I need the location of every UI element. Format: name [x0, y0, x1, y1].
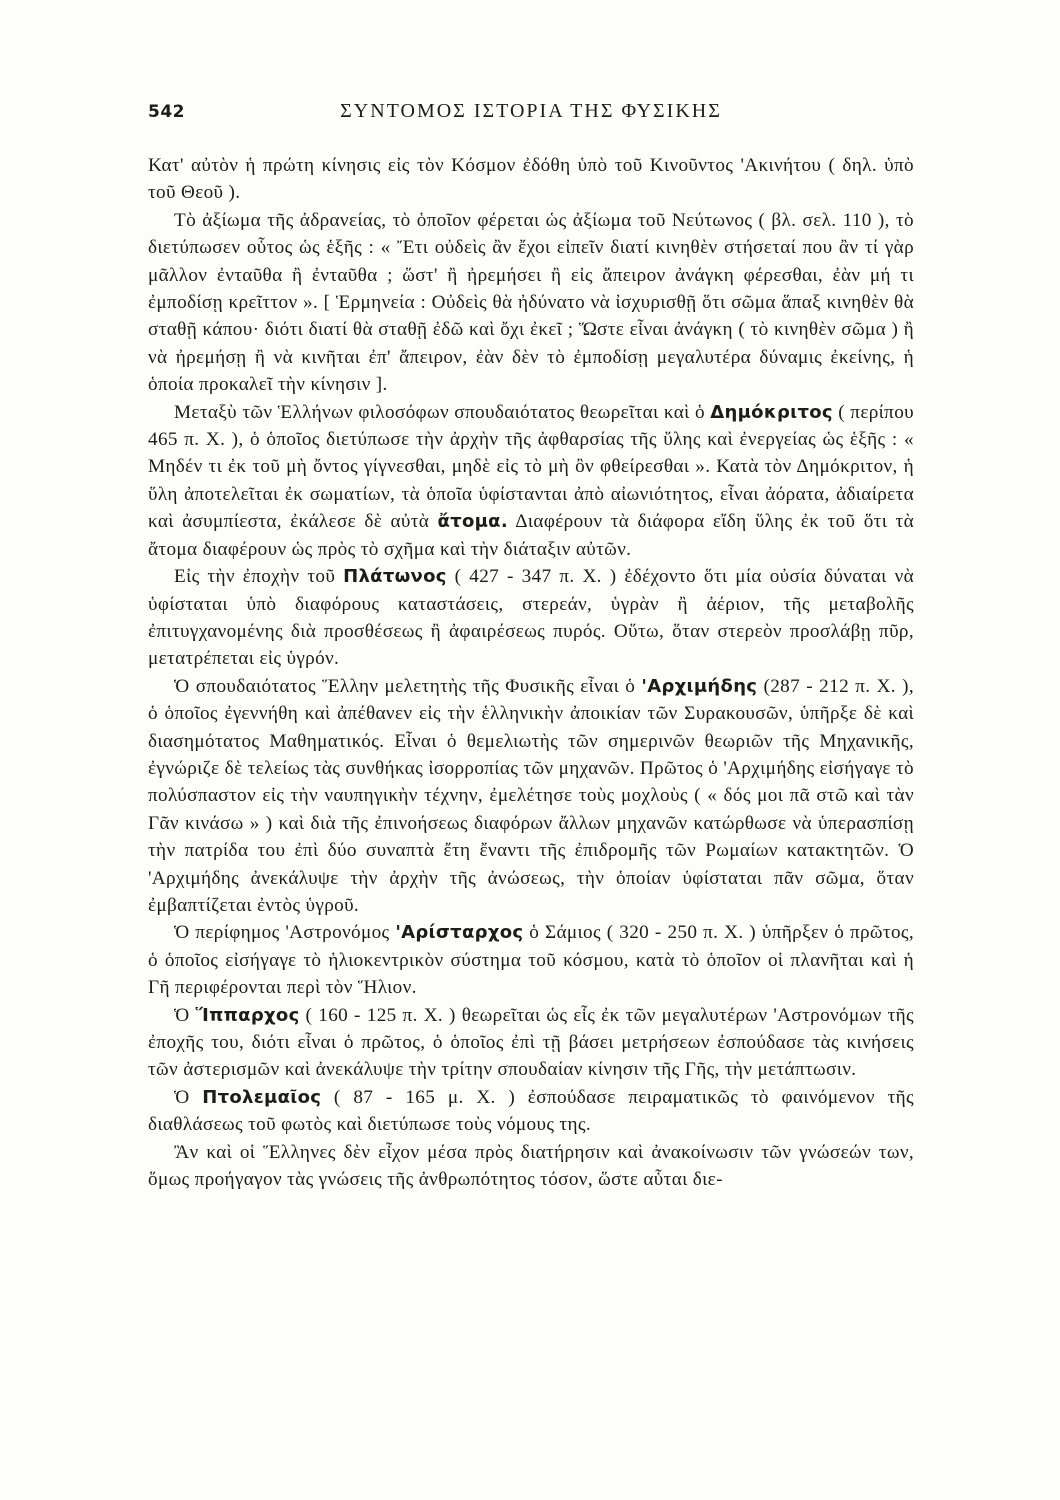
paragraph-5	[148, 673, 914, 920]
text-run: Ὁ	[174, 1086, 203, 1108]
text-run: ( 160 - 125 π. Χ. ) θεωρεῖται ὡς εἷς ἐκ τῶν μεγαλυτέρων 'Αστρονόμων τῆς ἐποχῆς του, διότι εἶναι ὁ πρῶτος, ὁ ὁποῖος ἐπὶ τῇ βάσει μετρήσεων ἐσπούδασε τὰς κινήσεις τῶν ἀστερισμῶν καὶ ἀνεκάλυψε τὴν τρίτην σπουδαίαν κίνησιν τῆς Γῆς, τὴν μετάπτωσιν.	[148, 1004, 914, 1081]
text-run: Ἂν καὶ οἱ Ἕλληνες δὲν εἶχον μέσα πρὸς διατήρησιν καὶ ἀνακοίνωσιν τῶν γνώσεών των, ὅμως προήγαγον τὰς γνώσεις τῆς ἀνθρωπότητος τόσον, ὥστε αὗται διε-	[148, 1141, 914, 1191]
bold-term: Πτολεμαῖος	[202, 1086, 322, 1108]
text-run: Τὸ ἀξίωμα τῆς ἀδρανείας, τὸ ὁποῖον φέρεται ὡς ἀξίωμα τοῦ Νεύτωνος ( βλ. σελ. 110 ), τὸ διετύπωσεν οὗτος ὡς ἑξῆς : « Ἔτι οὐδεὶς ἂν ἔχοι εἰπεῖν διατί κινηθὲν στήσεταί που ἂν τί γὰρ μᾶλλον ἐνταῦθα ἢ ἐνταῦθα ; ὥστ' ἢ ἠρεμήσει ἢ εἰς ἄπειρον ἀνάγκη φέρεσθαι, ἐὰν μή τι ἐμποδίσῃ κρεῖττον ». [ Ἑρμηνεία : Οὐδεὶς θὰ ἠδύνατο νὰ ἰσχυρισθῇ ὅτι σῶμα ἅπαξ κινηθὲν θὰ σταθῇ κάπου· διότι διατί θὰ σταθῇ ἐδῶ καὶ ὄχι ἐκεῖ ; Ὥστε εἶναι ἀνάγκη ( τὸ κινηθὲν σῶμα ) ἢ νὰ ἠρεμήσῃ ἢ νὰ κινῆται ἐπ' ἄπειρον, ἐὰν δὲν τὸ ἐμποδίσῃ μεγαλυτέρα δύναμις ἐκείνης, ἡ ὁποία προκαλεῖ τὴν κίνησιν ].	[148, 209, 914, 396]
text-run: (287 - 212 π. Χ. ), ὁ ὁποῖος ἐγεννήθη καὶ ἀπέθανεν εἰς τὴν ἑλληνικὴν ἀποικίαν τῶν Συρακουσῶν, ὑπῆρξε δὲ καὶ διασημότατος Μαθηματικός. Εἶναι ὁ θεμελιωτὴς τῶν σημερινῶν θεωριῶν τῆς Μηχανικῆς, ἐγνώριζε δὲ τελείως τὰς συνθήκας ἰσορροπίας τῶν μηχανῶν. Πρῶτος ὁ 'Αρχιμήδης εἰσήγαγε τὸ πολύσπαστον εἰς τὴν ναυπηγικὴν τέχνην, ἐμελέτησε τοὺς μοχλοὺς ( « δός μοι πᾶ στῶ καὶ τὰν Γᾶν κινάσω » ) καὶ διὰ τῆς ἐπινοήσεως διαφόρων ἄλλων μηχανῶν κατώρθωσε νὰ ὑπερασπίσῃ τὴν πατρίδα του ἐπὶ δύο συναπτὰ ἔτη ἔναντι τῆς ἐπιδρομῆς τῶν Ρωμαίων κατακτητῶν. Ὁ 'Αρχιμήδης ἀνεκάλυψε τὴν ἀρχὴν τῆς ἀνώσεως, τὴν ὁποίαν ὑφίσταται πᾶν σῶμα, ὅταν ἐμβαπτίζεται ἐντὸς ὑγροῦ.	[148, 675, 915, 916]
text-run: ( 427 - 347 π. Χ. ) ἐδέχοντο ὅτι μία οὐσία δύναται νὰ ὑφίσταται ὑπὸ διαφόρους καταστάσεις, στερεάν, ὑγρὰν ἢ ἀέριον, τῆς μεταβολῆς ἐπιτυγχανομένης διὰ προσθέσεως ἢ ἀφαιρέσεως πυρός. Οὕτω, ὅταν στερεὸν προσλάβῃ πῦρ, μετατρέπεται εἰς ὑγρόν.	[148, 566, 914, 670]
bold-term: 'Αρίσταρχος	[395, 922, 524, 944]
bold-term: 'Αρχιμήδης	[641, 675, 758, 697]
text-run: Κατ' αὐτὸν ἡ πρώτη κίνησις εἰς τὸν Κόσμον ἐδόθη ὑπὸ τοῦ Κινοῦντος 'Ακινήτου ( δηλ. ὑπὸ τοῦ Θεοῦ ).	[148, 155, 914, 204]
page-header	[148, 100, 914, 130]
text-run: ὁ Σάμιος ( 320 - 250 π. Χ. ) ὑπῆρξεν ὁ πρῶτος, ὁ ὁποῖος εἰσήγαγε τὸ ἡλιοκεντρικὸν σύστημα τοῦ κόσμου, κατὰ τὸ ὁποῖον οἱ πλανῆται καὶ ἡ Γῆ περιφέρονται περὶ τὸν Ἥλιον.	[148, 922, 914, 999]
paragraph-4	[148, 563, 914, 673]
paragraph-8	[148, 1084, 914, 1139]
text-run: Μεταξὺ τῶν Ἑλλήνων φιλοσόφων σπουδαιότατος θεωρεῖται καὶ ὁ	[174, 401, 711, 423]
text-run: Ὁ	[174, 1004, 196, 1026]
running-title: ΣΥΝΤΟΜΟΣ ΙΣΤΟΡΙΑ ΤΗΣ ΦΥΣΙΚΗΣ	[340, 100, 722, 122]
bold-term: Πλάτωνος	[343, 566, 447, 588]
text-run: Διαφέρουν τὰ διάφορα εἴδη ὕλης ἐκ τοῦ ὅτι τὰ ἄτομα διαφέρουν ὡς πρὸς τὸ σχῆμα καὶ τὴν διάταξιν αὐτῶν.	[148, 511, 914, 560]
bold-term: Ἵππαρχος	[195, 1004, 300, 1026]
body-text	[148, 152, 914, 1193]
text-run: ( 87 - 165 μ. Χ. ) ἐσπούδασε πειραματικῶς τὸ φαινόμενον τῆς διαθλάσεως τοῦ φωτὸς καὶ διετύπωσε τοὺς νόμους της.	[148, 1086, 914, 1136]
text-run: Εἰς τὴν ἐποχὴν τοῦ	[174, 566, 344, 588]
paragraph-3	[148, 399, 914, 563]
paragraph-2	[148, 207, 914, 399]
text-run: Ὁ περίφημος 'Αστρονόμος	[174, 922, 396, 944]
paragraph-1	[148, 152, 914, 207]
paragraph-7	[148, 1002, 914, 1084]
bold-term: ἄτομα.	[437, 511, 508, 533]
paragraph-9	[148, 1139, 914, 1194]
bold-term: Δημόκριτος	[710, 401, 833, 423]
text-run: ( περίπου 465 π. Χ. ), ὁ ὁποῖος διετύπωσε τὴν ἀρχὴν τῆς ἀφθαρσίας τῆς ὕλης καὶ ἐνεργείας ὡς ἑξῆς : « Μηδέν τι ἐκ τοῦ μὴ ὄντος γίγνεσθαι, μηδὲ εἰς τὸ μὴ ὂν φθείρεσθαι ». Κατὰ τὸν Δημόκριτον, ἡ ὕλη ἀποτελεῖται ἐκ σωματίων, τὰ ὁποῖα ὑφίστανται ἀπὸ αἰωνιότητος, εἶναι ἀόρατα, ἀδιαίρετα καὶ ἀσυμπίεστα, ἐκάλεσε δὲ αὐτὰ	[148, 401, 914, 533]
page-number: 542	[148, 102, 185, 122]
paragraph-6	[148, 919, 914, 1001]
text-run: Ὁ σπουδαιότατος Ἕλλην μελετητὴς τῆς Φυσικῆς εἶναι ὁ	[174, 675, 642, 697]
